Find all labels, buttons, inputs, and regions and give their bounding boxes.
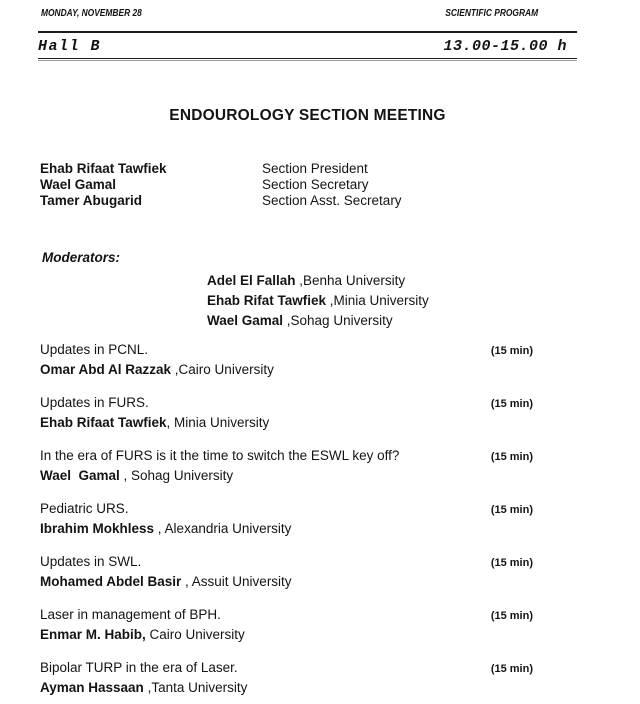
speaker-name: Enmar M. Habib, — [40, 626, 146, 642]
talk-title: Updates in FURS. — [40, 395, 149, 410]
officer-role: Section Secretary — [262, 177, 369, 193]
talk-duration: (15 min) — [490, 610, 533, 622]
talk-duration: (15 min) — [490, 345, 533, 357]
speaker-name: Omar Abd Al Razzak — [40, 361, 172, 377]
hall-label: Hall B — [38, 38, 102, 55]
moderator-affiliation: ,Benha University — [295, 273, 406, 288]
talk-speaker-line — [40, 626, 577, 643]
talk-duration: (15 min) — [490, 398, 533, 410]
talk-title: Updates in PCNL. — [40, 342, 149, 357]
speaker-name: Ehab Rifaat Tawfiek — [40, 414, 167, 430]
talk-head — [40, 500, 577, 519]
officer-name: Ehab Rifaat Tawfiek — [40, 161, 167, 176]
page-title: ENDOUROLOGY SECTION MEETING — [169, 107, 446, 124]
talk-duration: (15 min) — [490, 504, 533, 516]
talk-title: Pediatric URS. — [40, 501, 129, 516]
talk-speaker-line — [40, 414, 577, 431]
moderator-name: Ehab Rifat Tawfiek — [207, 293, 327, 308]
officers-list — [40, 161, 560, 210]
speaker-affiliation: , Sohag University — [119, 467, 234, 483]
speaker-name: Wael Gamal — [40, 467, 120, 483]
moderator-affiliation: ,Minia University — [326, 293, 429, 308]
talk-item — [40, 606, 577, 643]
talk-item — [40, 447, 577, 484]
speaker-affiliation: , Minia University — [166, 414, 270, 430]
talk-speaker-line — [40, 679, 577, 696]
speaker-affiliation: ,Tanta University — [143, 679, 248, 695]
speaker-name: Ibrahim Mokhless — [40, 520, 155, 536]
officer-row — [40, 177, 560, 193]
moderator-row — [207, 271, 429, 291]
masthead-date: MONDAY, NOVEMBER 28 — [41, 7, 142, 19]
talk-duration: (15 min) — [490, 663, 533, 675]
talk-head — [40, 447, 577, 466]
officer-name: Tamer Abugarid — [40, 193, 143, 209]
talk-item — [40, 659, 577, 696]
officer-row — [40, 161, 560, 177]
talk-speaker-line — [40, 467, 577, 484]
moderators-heading: Moderators: — [42, 250, 121, 265]
moderator-affiliation: ,Sohag University — [283, 313, 393, 328]
talk-item — [40, 553, 577, 590]
moderators-list — [207, 271, 429, 331]
talk-title: Bipolar TURP in the era of Laser. — [40, 660, 238, 675]
talk-item — [40, 500, 577, 537]
talk-head — [40, 659, 577, 678]
speaker-name: Mohamed Abdel Basir — [40, 573, 186, 589]
talk-speaker-line — [40, 573, 577, 590]
officer-role: Section Asst. Secretary — [262, 193, 402, 209]
talk-title: Updates in SWL. — [40, 554, 142, 569]
talk-item — [40, 394, 577, 431]
talk-title: Laser in management of BPH. — [40, 607, 221, 622]
talk-head — [40, 341, 577, 360]
talk-head — [40, 553, 577, 572]
officer-row — [40, 193, 560, 209]
talk-head — [40, 394, 577, 413]
moderator-row — [207, 291, 429, 311]
officer-role: Section President — [262, 161, 368, 176]
moderator-name: Wael Gamal — [207, 313, 284, 328]
officer-name: Wael Gamal — [40, 177, 117, 193]
speaker-affiliation: , Assuit University — [185, 573, 292, 589]
talk-speaker-line — [40, 361, 577, 378]
horizontal-rule-bottom — [38, 58, 577, 59]
talk-head — [40, 606, 577, 625]
speaker-affiliation: Cairo University — [145, 626, 245, 642]
talk-speaker-line — [40, 520, 577, 537]
talk-duration: (15 min) — [490, 451, 533, 463]
talk-title: In the era of FURS is it the time to switch the ESWL key off? — [40, 448, 400, 463]
masthead-program-label: SCIENTIFIC PROGRAM — [445, 7, 538, 19]
speaker-affiliation: , Alexandria University — [154, 520, 292, 536]
talk-item — [40, 341, 577, 378]
talk-duration: (15 min) — [490, 557, 533, 569]
horizontal-rule-top — [38, 31, 577, 33]
session-time: 13.00-15.00 h — [443, 38, 567, 55]
speaker-name: Ayman Hassaan — [40, 679, 144, 695]
moderator-name: Adel El Fallah — [207, 273, 296, 288]
moderator-row — [207, 311, 429, 331]
speaker-affiliation: ,Cairo University — [171, 361, 274, 377]
